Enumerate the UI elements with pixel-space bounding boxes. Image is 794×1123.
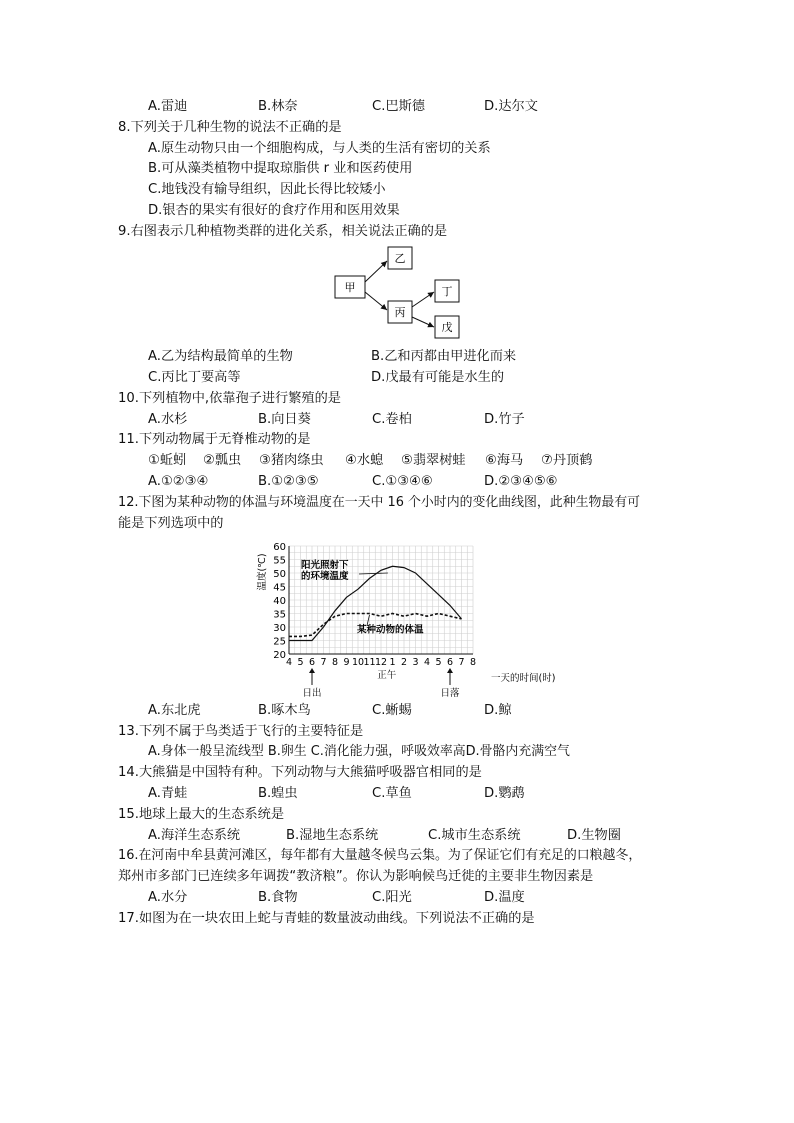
q12-option-d: D.鲸 xyxy=(484,703,512,718)
q11-item-1: ①蚯蚓 xyxy=(148,453,187,468)
q11-option-c: C.①③④⑥ xyxy=(372,474,433,489)
x-tick-label: 9 xyxy=(343,657,350,668)
x-tick-label: 7 xyxy=(458,657,465,668)
x-tick-label: 4 xyxy=(285,657,293,668)
q16-option-a: A.水分 xyxy=(148,890,188,905)
q7-option-b: B.林奈 xyxy=(258,99,298,114)
q11-option-b: B.①②③⑤ xyxy=(258,474,319,489)
q11-option-a: A.①②③④ xyxy=(148,474,209,489)
x-tick-label: 1 xyxy=(389,657,396,668)
q14-option-c: C.草鱼 xyxy=(372,786,412,801)
sunset-arrowhead xyxy=(447,668,453,673)
sunrise-arrowhead xyxy=(309,668,315,673)
x-tick-label: 12 xyxy=(374,657,388,668)
x-tick-label: 10 xyxy=(351,657,365,668)
x-tick-label: 6 xyxy=(446,657,454,668)
q11-item-3: ③猪肉绦虫 xyxy=(259,453,324,468)
q7-option-c: C.巴斯德 xyxy=(372,99,425,114)
q9-option-c: C.丙比丁要高等 xyxy=(148,370,241,385)
y-tick-label: 20 xyxy=(273,650,286,661)
x-axis-label: 一天的时间(时) xyxy=(491,673,556,684)
q11-item-2: ②瓢虫 xyxy=(203,453,242,468)
environment-temperature-label: 的环境温度 xyxy=(301,571,349,582)
q11-item-4: ④水螅 xyxy=(345,453,384,468)
q10-option-c: C.卷柏 xyxy=(372,412,412,427)
q12-stem-line2: 能是下列选项中的 xyxy=(118,516,224,531)
arrow-jia-yi xyxy=(365,261,387,282)
x-tick-label: 5 xyxy=(297,657,304,668)
q12-option-a: A.东北虎 xyxy=(148,703,201,718)
node-yi: 乙 xyxy=(394,252,406,265)
q16-stem-line1: 16.在河南中牟县黄河滩区，每年都有大量越冬候鸟云集。为了保证它们有充足的口粮越冬， xyxy=(118,848,642,863)
node-bing: 丙 xyxy=(394,306,406,319)
q16-option-c: C.阳光 xyxy=(372,890,412,905)
node-ding: 丁 xyxy=(441,285,453,298)
q8-option-a: A.原生动物只由一个细胞构成，与人类的生活有密切的关系 xyxy=(148,141,491,156)
environment-temperature-label: 阳光照射下 xyxy=(301,560,349,571)
x-tick-label: 11 xyxy=(363,657,376,668)
q9-option-a: A.乙为结构最简单的生物 xyxy=(148,349,293,364)
sunset-label: 日落 xyxy=(440,688,460,699)
x-tick-label: 7 xyxy=(320,657,327,668)
y-tick-label: 60 xyxy=(273,542,286,553)
q12-stem-line1: 12.下图为某种动物的体温与环境温度在一天中 16 个小时内的变化曲线图，此种生物最有可 xyxy=(118,495,641,510)
q15-option-d: D.生物圈 xyxy=(567,828,621,843)
x-tick-label: 6 xyxy=(308,657,316,668)
arrow-jia-bing xyxy=(365,292,387,310)
q7-option-a: A.雷迪 xyxy=(148,99,188,114)
q14-option-a: A.青蛙 xyxy=(148,786,188,801)
q7-option-d: D.达尔文 xyxy=(484,99,538,114)
y-tick-label: 30 xyxy=(273,623,286,634)
q11-option-d: D.②③④⑤⑥ xyxy=(484,474,558,489)
y-axis-label: 温度(℃) xyxy=(257,553,268,591)
arrow-bing-ding xyxy=(412,292,434,307)
y-tick-label: 55 xyxy=(273,555,286,567)
q11-item-6: ⑥海马 xyxy=(485,453,524,468)
q9-option-d: D.戊最有可能是水生的 xyxy=(371,370,505,385)
q11-stem: 11.下列动物属于无脊椎动物的是 xyxy=(118,432,311,447)
q9-stem: 9.右图表示几种植物类群的进化关系，相关说法正确的是 xyxy=(118,224,448,239)
temperature-chart xyxy=(255,538,556,700)
q11-item-5: ⑤翡翠树蛙 xyxy=(401,453,466,468)
node-jia: 甲 xyxy=(344,281,356,294)
noon-label: 正午 xyxy=(377,670,397,681)
q10-stem: 10.下列植物中,依靠孢子进行繁殖的是 xyxy=(118,391,341,406)
animal-body-temperature-label: 某种动物的体温 xyxy=(357,624,424,636)
x-tick-label: 2 xyxy=(400,657,408,668)
q13-stem: 13.下列不属于鸟类适于飞行的主要特征是 xyxy=(118,724,364,739)
y-tick-label: 50 xyxy=(273,569,286,580)
q13-options: A.身体一般呈流线型 B.卵生 C.消化能力强，呼吸效率高D.骨骼内充满空气 xyxy=(148,744,570,759)
q16-option-d: D.温度 xyxy=(484,890,525,905)
q8-option-b: B.可从藻类植物中提取琼脂供 r 业和医药使用 xyxy=(148,161,413,176)
x-tick-label: 8 xyxy=(331,657,339,668)
q15-stem: 15.地球上最大的生态系统是 xyxy=(118,807,285,822)
x-tick-label: 8 xyxy=(469,657,477,668)
q10-option-d: D.竹子 xyxy=(484,412,525,427)
evolution-diagram xyxy=(330,244,465,340)
x-tick-label: 3 xyxy=(412,657,419,668)
q8-option-d: D.银杏的果实有很好的食疗作用和医用效果 xyxy=(148,203,400,218)
y-tick-label: 45 xyxy=(273,582,286,594)
q15-option-b: B.湿地生态系统 xyxy=(286,828,379,843)
q10-option-a: A.水杉 xyxy=(148,412,188,427)
q12-option-c: C.蜥蜴 xyxy=(372,703,412,718)
q8-stem: 8.下列关于几种生物的说法不正确的是 xyxy=(118,120,342,135)
node-wu: 戊 xyxy=(441,321,453,334)
y-tick-label: 40 xyxy=(273,596,286,607)
q14-option-b: B.蝗虫 xyxy=(258,786,298,801)
q8-option-c: C.地钱没有输导组织，因此长得比较矮小 xyxy=(148,182,386,197)
q16-stem-line2: 郑州市多部门已连续多年调拨“教济粮”。你认为影响候鸟迁徙的主要非生物因素是 xyxy=(118,869,594,884)
q16-option-b: B.食物 xyxy=(258,890,298,905)
q15-option-c: C.城市生态系统 xyxy=(428,828,521,843)
q15-option-a: A.海洋生态系统 xyxy=(148,828,241,843)
q14-stem: 14.大熊猫是中国特有种。下列动物与大熊猫呼吸器官相同的是 xyxy=(118,765,482,780)
y-tick-label: 35 xyxy=(273,609,286,621)
x-tick-label: 5 xyxy=(435,657,442,668)
q10-option-b: B.向日葵 xyxy=(258,412,311,427)
y-tick-label: 25 xyxy=(273,636,286,648)
arrow-bing-wu xyxy=(412,317,434,327)
q17-stem: 17.如图为在一块农田上蛇与青蛙的数量波动曲线。下列说法不正确的是 xyxy=(118,911,535,926)
q14-option-d: D.鹦鹉 xyxy=(484,786,525,801)
x-tick-label: 4 xyxy=(423,657,431,668)
sunrise-label: 日出 xyxy=(302,688,322,699)
q9-option-b: B.乙和丙都由甲进化而来 xyxy=(371,349,517,364)
q11-item-7: ⑦丹顶鹤 xyxy=(541,453,593,468)
q12-option-b: B.啄木鸟 xyxy=(258,703,311,718)
